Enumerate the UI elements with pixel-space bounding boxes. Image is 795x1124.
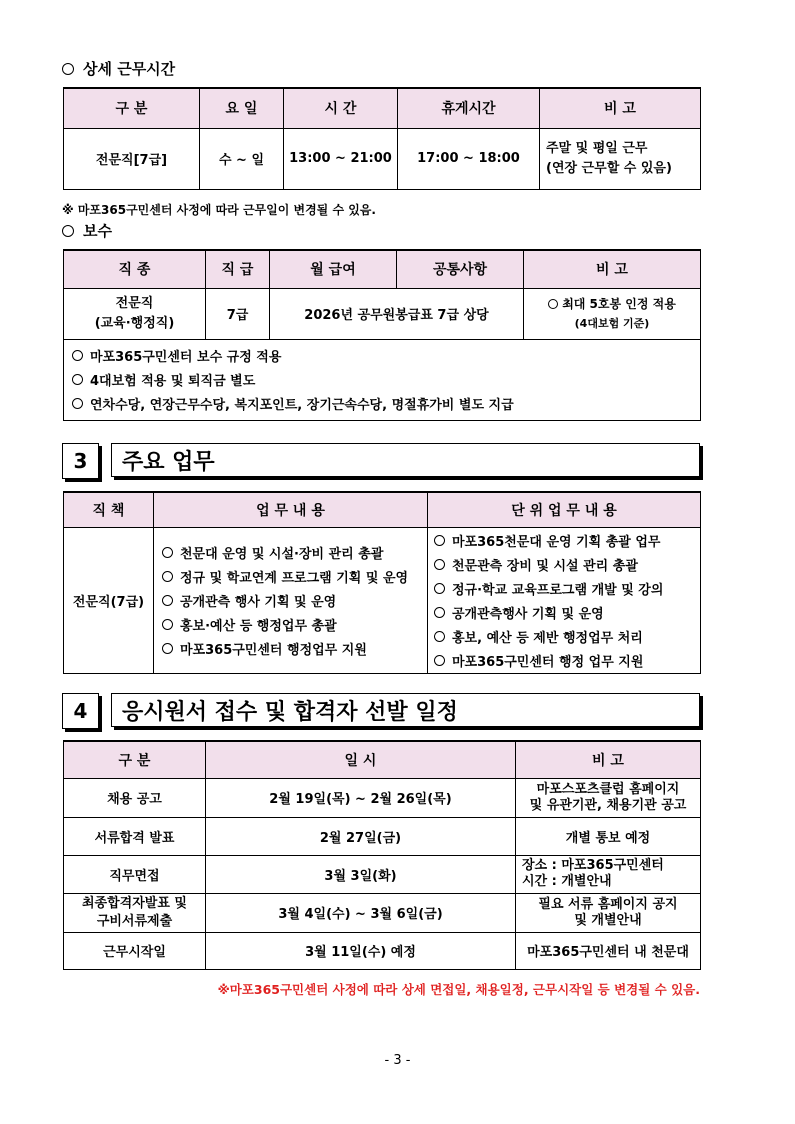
table-row: 서류합격 발표 2월 27일(금) 개별 통보 예정 [64,817,701,855]
schedule-footnote: ※마포365구민센터 사정에 따라 상세 면접일, 채용일정, 근무시작일 등 변경될 수 있음. [217,982,700,997]
circle-bullet-icon [548,299,558,309]
section-number: 4 [62,693,99,729]
col-header: 직 급 [206,250,270,288]
cell-position: 전문직(7급) [64,527,154,673]
section-title: 주요 업무 [111,443,700,477]
circle-bullet-icon [434,535,445,546]
col-header: 공통사항 [397,250,524,288]
table-row: 채용 공고 2월 19일(목) ~ 2월 26일(목) 마포스포츠클럽 홈페이지 및 유관기관, 채용기관 공고 [64,778,701,817]
cell-note: 주말 및 평일 근무 (연장 근무할 수 있음) [540,128,701,189]
cell-category: 전문직[7급] [64,128,200,189]
list-item: 4대보험 적용 및 퇴직금 별도 [72,368,700,392]
col-header: 비 고 [524,250,701,288]
salary-common-items [64,339,701,420]
cell-pay: 2026년 공무원봉급표 7급 상당 [270,288,524,339]
cell-time: 13:00 ~ 21:00 [284,128,398,189]
list-item: 공개관측행사 기획 및 운영 [434,600,700,624]
col-header: 비 고 [540,88,701,128]
page-number: - 3 - [384,1053,411,1068]
circle-bullet-icon [434,631,445,642]
duties-table [63,491,701,674]
cell-grade: 7급 [206,288,270,339]
cell-days: 수 ~ 일 [200,128,284,189]
list-item: 정규 및 학교연계 프로그램 기획 및 운영 [162,564,427,588]
cell-job: 전문직 (교육·행정직) [64,288,206,339]
col-header: 월 급여 [270,250,397,288]
section-title: 응시원서 접수 및 합격자 선발 일정 [111,693,700,727]
unit-duties-list [428,527,701,673]
cell-note: 최대 5호봉 인정 적용 (4대보험 기준) [524,288,701,339]
circle-bullet-icon [162,643,173,654]
col-header: 단 위 업 무 내 용 [428,492,701,527]
circle-bullet-icon [434,655,445,666]
table-row: 근무시작일 3월 11일(수) 예정 마포365구민센터 내 천문대 [64,932,701,969]
salary-table [63,249,701,421]
list-item: 홍보·예산 등 행정업무 총괄 [162,612,427,636]
list-item: 홍보, 예산 등 제반 행정업무 처리 [434,624,700,648]
col-header: 요 일 [200,88,284,128]
list-item: 마포365구민센터 행정업무 지원 [162,636,427,660]
col-header: 구 분 [64,88,200,128]
circle-bullet-icon [434,607,445,618]
col-header: 일 시 [206,741,516,778]
table-row: 최종합격자발표 및 구비서류제출 3월 4일(수) ~ 3월 6일(금) 필요 서류 홈페이지 공지 및 개별안내 [64,893,701,932]
work-hours-footnote: ※ 마포365구민센터 사정에 따라 근무일이 변경될 수 있음. [62,203,376,217]
list-item: 천문관측 장비 및 시설 관리 총괄 [434,552,700,576]
salary-heading: 보수 [62,220,112,241]
circle-bullet-icon [72,398,83,409]
list-item: 마포365구민센터 보수 규정 적용 [72,344,700,368]
circle-bullet-icon [434,583,445,594]
col-header: 구 분 [64,741,206,778]
circle-bullet-icon [62,225,74,237]
list-item: 천문대 운영 및 시설·장비 관리 총괄 [162,540,427,564]
circle-bullet-icon [162,571,173,582]
circle-bullet-icon [162,595,173,606]
circle-bullet-icon [162,619,173,630]
cell-break: 17:00 ~ 18:00 [398,128,540,189]
circle-bullet-icon [434,559,445,570]
list-item: 공개관측 행사 기획 및 운영 [162,588,427,612]
list-item: 연차수당, 연장근무수당, 복지포인트, 장기근속수당, 명절휴가비 별도 지급 [72,392,700,416]
col-header: 휴게시간 [398,88,540,128]
circle-bullet-icon [72,374,83,385]
work-hours-heading: 상세 근무시간 [62,58,175,79]
col-header: 시 간 [284,88,398,128]
circle-bullet-icon [62,63,74,75]
duties-list [154,527,428,673]
col-header: 직 책 [64,492,154,527]
circle-bullet-icon [162,547,173,558]
work-hours-table [63,87,701,190]
section-number: 3 [62,443,99,479]
table-row: 직무면접 3월 3일(화) 장소 : 마포365구민센터 시간 : 개별안내 [64,855,701,893]
schedule-table [63,740,701,970]
list-item: 마포365구민센터 행정 업무 지원 [434,648,700,672]
col-header: 업 무 내 용 [154,492,428,527]
list-item: 마포365천문대 운영 기획 총괄 업무 [434,528,700,552]
circle-bullet-icon [72,350,83,361]
col-header: 비 고 [516,741,701,778]
list-item: 정규·학교 교육프로그램 개발 및 강의 [434,576,700,600]
col-header: 직 종 [64,250,206,288]
